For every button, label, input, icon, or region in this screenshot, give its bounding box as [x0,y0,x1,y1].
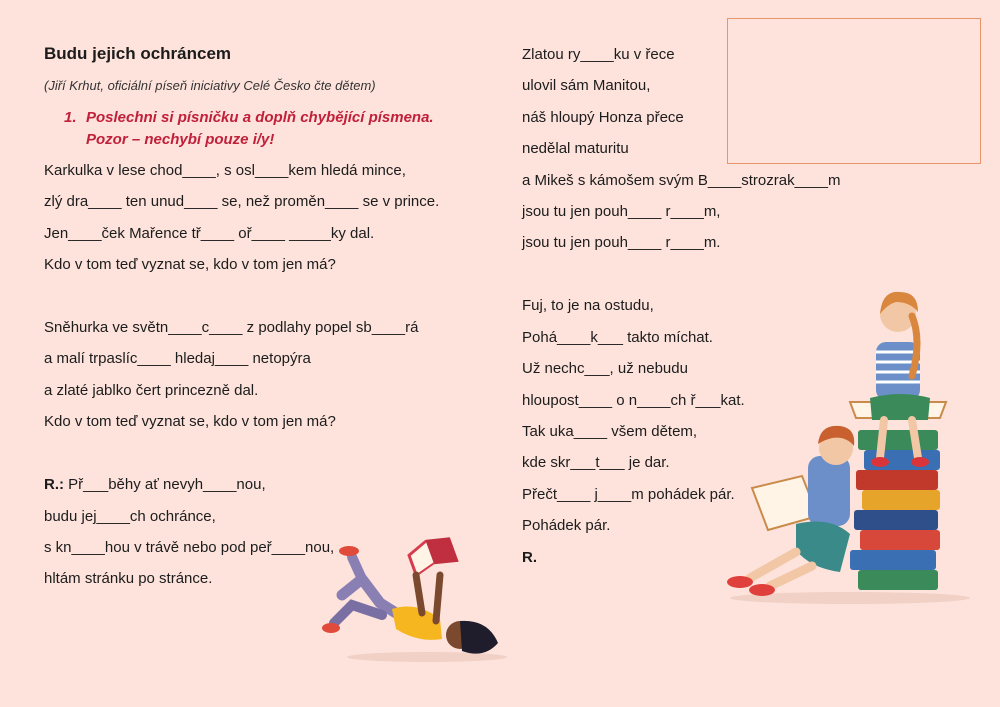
lyric-line: hloupost____ o n____ch ř___kat. [522,392,745,409]
lyric-line: Kdo v tom teď vyznat se, kdo v tom jen má? [44,256,336,273]
task-number: 1. [64,109,77,126]
lyric-line: zlý dra____ ten unud____ se, než proměn____ se v prince. [44,193,440,210]
book-spine [858,570,938,590]
lyric-line: kde skr___t___ je dar. [522,454,670,471]
chorus-line: budu jej____ch ochránce, [44,508,216,525]
chorus-text: Př___běhy ať nevyh____nou, [68,476,266,493]
task-text: Poslechni si písničku a doplň chybějící písmena. Pozor – nechybí pouze i/y! [86,109,434,148]
chorus-line [44,475,266,495]
lyric-line: Kdo v tom teď vyznat se, kdo v tom jen má? [44,413,336,430]
chorus-line: hltám stránku po stránce. [44,570,213,587]
reading-girl-illustration [322,535,512,665]
chorus-line: s kn____hou v trávě nebo pod peř____nou, [44,539,335,556]
lyric-line: Přečt____ j____m pohádek pár. [522,486,735,503]
lyric-line: Už nechc___, už nebudu [522,360,688,377]
lyric-line: Pohádek pár. [522,517,611,534]
lyric-line: Fuj, to je na ostudu, [522,297,654,314]
lyric-line: Tak uka____ všem dětem, [522,423,698,440]
lyric-line: Jen____ček Mařence tř____ oř____ _____ky dal. [44,225,375,242]
kids-books-illustration [700,280,975,610]
page-title: Budu jejich ochráncem [44,44,232,63]
lyric-line: ulovil sám Manitou, [522,77,651,94]
chorus-reference: R. [522,549,537,566]
lyric-line: a zlaté jablko čert princezně dal. [44,382,259,399]
lyric-line: jsou tu jen pouh____ r____m. [522,234,721,251]
lyric-line: nedělal maturitu [522,140,629,157]
lyric-line: a Mikeš s kámošem svým B____strozrak____m [522,172,841,189]
chorus-label: R.: [44,476,64,493]
lyric-line: a malí trpaslíc____ hledaj____ netopýra [44,350,311,367]
answer-frame [727,18,981,164]
lyric-line: jsou tu jen pouh____ r____m, [522,203,721,220]
lyric-line: Zlatou ry____ku v řece [522,46,675,63]
lyric-line: Sněhurka ve světn____c____ z podlahy popel sb____rá [44,319,419,336]
lyric-line: Karkulka v lese chod____, s osl____kem hledá mince, [44,162,406,179]
lyric-line: Pohá____k___ takto míchat. [522,329,713,346]
subtitle: (Jiří Krhut, oficiální píseň iniciativy Celé Česko čte dětem) [44,78,376,93]
lyric-line: náš hloupý Honza přece [522,109,684,126]
